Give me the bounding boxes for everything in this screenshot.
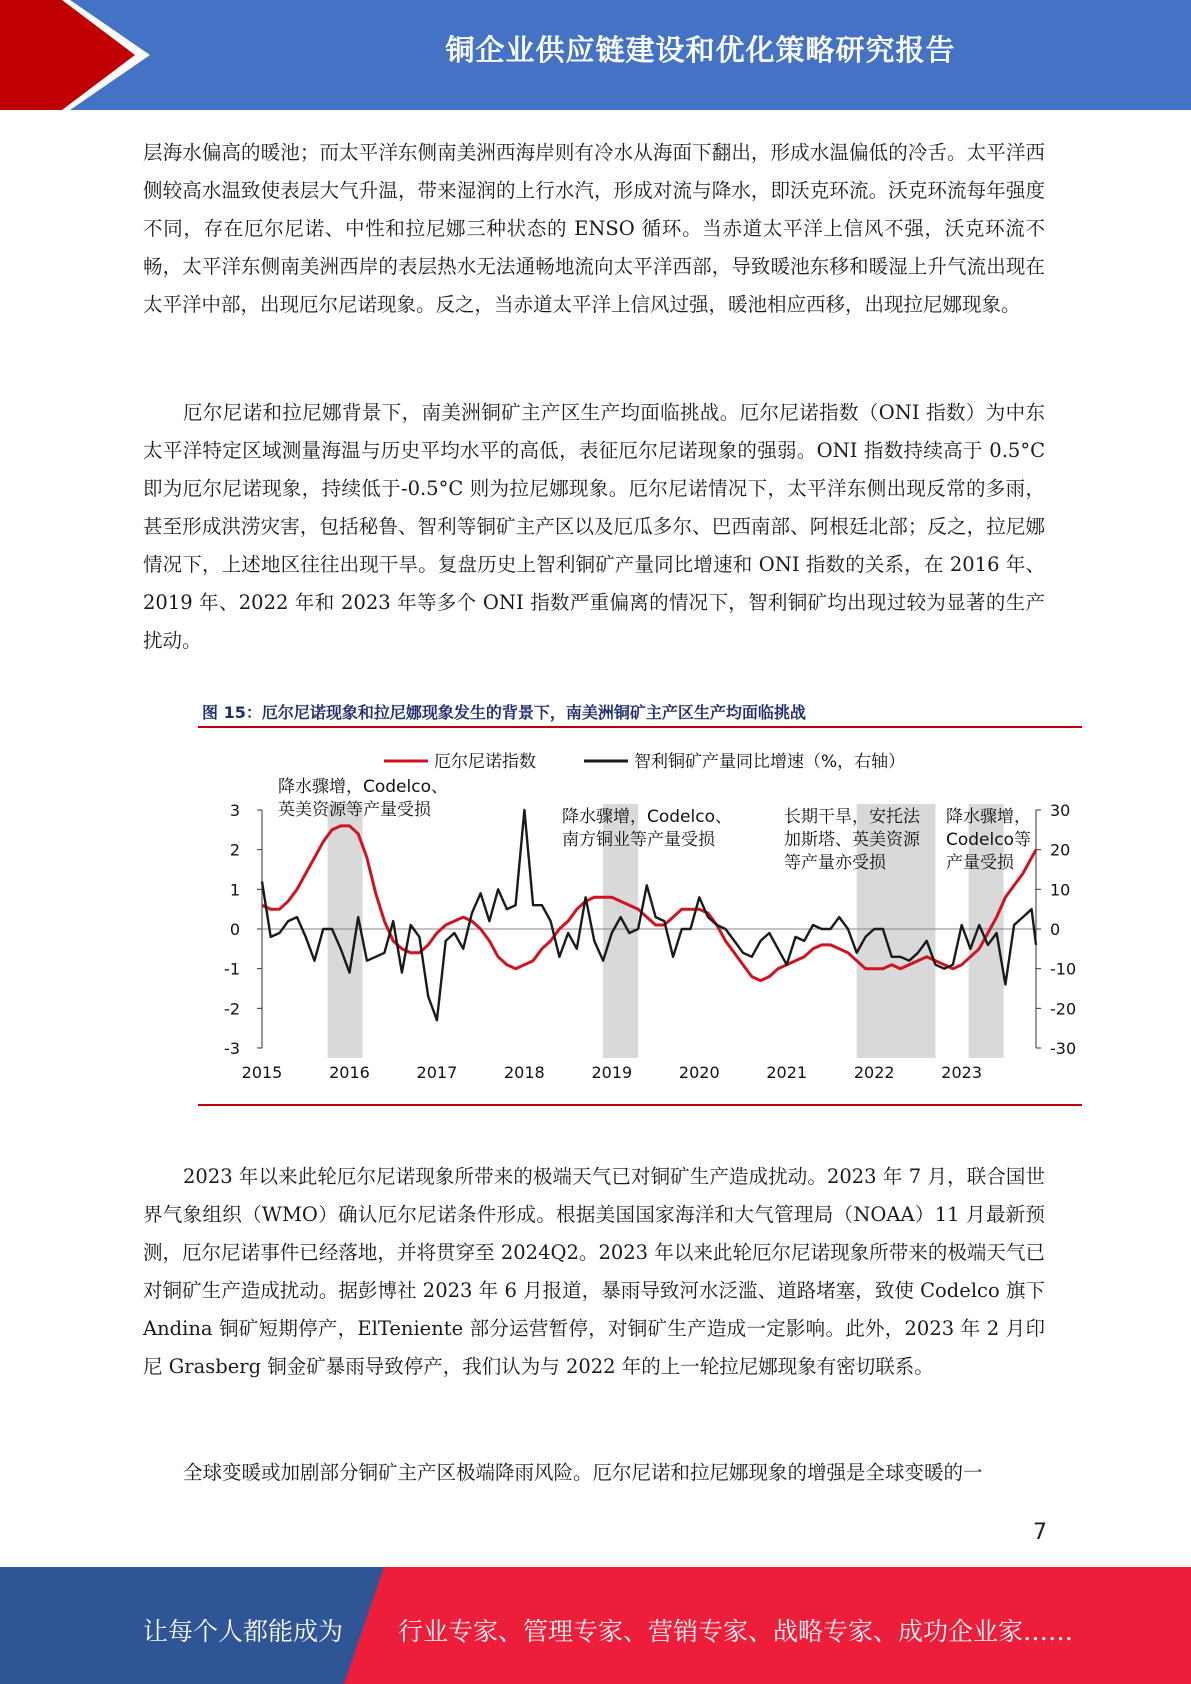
chart-annotation: 降水骤增，Codelco、 (278, 777, 448, 797)
chart-annotation: 产量受损 (946, 853, 1014, 873)
x-tick-label: 2021 (766, 1063, 808, 1082)
right-tick-label: -10 (1050, 959, 1077, 979)
chart-annotation: 南方铜业等产量受损 (562, 830, 715, 850)
left-tick-label: -2 (224, 999, 240, 1019)
right-tick-label: 10 (1050, 880, 1071, 900)
body-paragraph: 层海水偏高的暖池；而太平洋东侧南美洲西海岸则有冷水从海面下翻出，形成水温偏低的冷舌。太平洋西侧较高水温致使表层大气升温，带来湿润的上行水汽，形成对流与降水，即沃克环流。沃克环流每年强度不同，存在厄尔尼诺、中性和拉尼娜三种状态的 ENSO 循环。当赤道太平洋上信风不强，沃克环流不畅，太平洋东侧南美洲西岸的表层热水无法通畅地流向太平洋西部，导致暖池东移和暖湿上升气流出现在太平洋中部，出现厄尔尼诺现象。反之，当赤道太平洋上信风过强，暖池相应西移，出现拉尼娜现象。 (143, 141, 1045, 316)
x-tick-label: 2017 (416, 1063, 458, 1082)
right-tick-label: 20 (1050, 840, 1071, 860)
chart-annotation: 长期干旱，安托法 (784, 807, 920, 827)
body-paragraph: 厄尔尼诺和拉尼娜背景下，南美洲铜矿主产区生产均面临挑战。厄尔尼诺指数（ONI 指数）为中东太平洋特定区域测量海温与历史平均水平的高低，表征厄尔尼诺现象的强弱。ONI 指数持续高于 0.5°C 即为厄尔尼诺现象，持续低于-0.5°C 则为拉尼娜现象。厄尔尼诺情况下，太平洋东侧出现反常的多雨，甚至形成洪涝灾害，包括秘鲁、智利等铜矿主产区以及厄瓜多尔、巴西南部、阿根廷北部；反之，拉尼娜情况下，上述地区往往出现干旱。复盘历史上智利铜矿产量同比增速和 ONI 指数的关系，在 2016 年、2019 年、2022 年和 2023 年等多个 ONI 指数严重偏离的情况下，智利铜矿均出现过较为显著的生产扰动。 (143, 401, 1045, 652)
legend-label-oni: 厄尔尼诺指数 (434, 752, 536, 772)
left-tick-label: 0 (229, 920, 240, 939)
right-tick-label: -30 (1050, 1039, 1077, 1058)
left-tick-label: 1 (229, 880, 240, 900)
x-tick-label: 2019 (591, 1063, 633, 1082)
chart-annotation: 加斯塔、英美资源 (784, 830, 920, 850)
page-footer (0, 1567, 1191, 1684)
x-tick-label: 2022 (853, 1063, 895, 1082)
figure-top-rule (198, 726, 1082, 728)
enso-chile-copper-chart (198, 732, 1082, 1102)
page-number: 7 (1033, 1520, 1047, 1545)
chart-annotation: 等产量亦受损 (784, 853, 886, 873)
figure-title: 图 15：厄尔尼诺现象和拉尼娜现象发生的背景下，南美洲铜矿主产区生产均面临挑战 (202, 703, 806, 722)
chart-annotation: 降水骤增， (946, 807, 1031, 827)
footer-slogan-right: 行业专家、管理专家、营销专家、战略专家、成功企业家…… (398, 1617, 1074, 1646)
body-paragraph: 全球变暖或加剧部分铜矿主产区极端降雨风险。厄尔尼诺和拉尼娜现象的增强是全球变暖的一 (183, 1461, 983, 1484)
x-tick-label: 2015 (241, 1063, 283, 1082)
x-tick-label: 2016 (329, 1063, 370, 1082)
page-header (0, 0, 1191, 110)
figure-bottom-rule (198, 1104, 1082, 1106)
right-tick-label: 30 (1050, 801, 1071, 820)
legend-label-copper: 智利铜矿产量同比增速（%，右轴） (634, 752, 906, 772)
right-tick-label: 0 (1050, 920, 1061, 939)
footer-slogan-left: 让每个人都能成为 (143, 1617, 344, 1646)
left-tick-label: -3 (224, 1039, 240, 1058)
body-paragraph: 2023 年以来此轮厄尔尼诺现象所带来的极端天气已对铜矿生产造成扰动。2023 年 7 月，联合国世界气象组织（WMO）确认厄尔尼诺条件形成。根据美国国家海洋和大气管理局（NOAA）11 月最新预测，厄尔尼诺事件已经落地，并将贯穿至 2024Q2。2023 年以来此轮厄尔尼诺现象所带来的极端天气已对铜矿生产造成扰动。据彭博社 2023 年 6 月报道，暴雨导致河水泛滥、道路堵塞，致使 Codelco 旗下 Andina 铜矿短期停产，ElTeniente 部分运营暂停，对铜矿生产造成一定影响。此外，2023 年 2 月印尼 Grasberg 铜金矿暴雨导致停产，我们认为与 2022 年的上一轮拉尼娜现象有密切联系。 (143, 1165, 1045, 1378)
x-tick-label: 2018 (504, 1063, 545, 1082)
chart-annotation: 降水骤增，Codelco、 (562, 807, 732, 827)
chart-annotation: 英美资源等产量受损 (278, 800, 431, 820)
left-tick-label: 2 (229, 840, 240, 860)
left-tick-label: 3 (229, 801, 240, 820)
report-title: 铜企业供应链建设和优化策略研究报告 (445, 33, 956, 67)
x-tick-label: 2023 (941, 1063, 983, 1082)
right-tick-label: -20 (1050, 999, 1077, 1019)
chart-annotation: Codelco等 (946, 830, 1031, 850)
x-tick-label: 2020 (678, 1063, 720, 1082)
left-tick-label: -1 (224, 959, 240, 979)
